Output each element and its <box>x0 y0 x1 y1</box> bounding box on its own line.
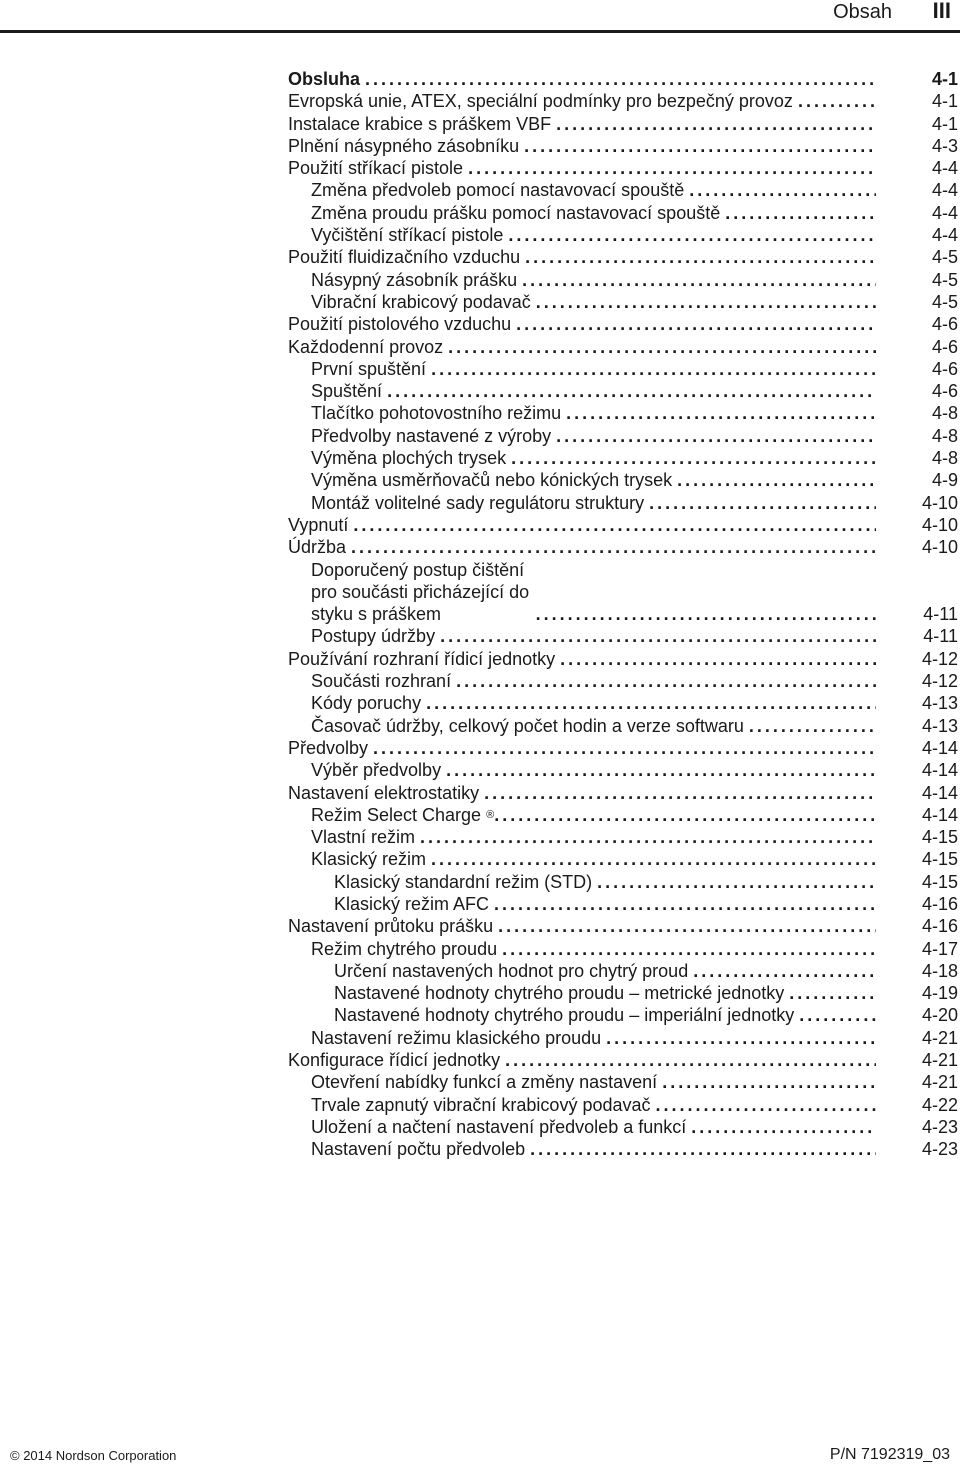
toc-entry-title: Vibrační krabicový podavač <box>311 291 531 312</box>
toc-entry-page: 4-9 <box>931 470 958 491</box>
dot-leader <box>525 246 876 268</box>
toc-entry-title: Vyčištění stříkací pistole <box>311 225 504 246</box>
dot-leader <box>689 179 876 201</box>
dot-leader <box>516 313 876 335</box>
toc-entry[interactable] <box>288 1138 958 1160</box>
toc-entry-page: 4-8 <box>931 425 958 446</box>
toc-entry-title: První spuštění <box>311 358 427 379</box>
page-footer <box>0 1446 960 1465</box>
page-header <box>0 0 960 30</box>
header-rule <box>0 30 960 33</box>
toc-entry-page: 4-6 <box>931 336 958 357</box>
dot-leader <box>511 447 876 469</box>
toc-entry-title: Nastavení elektrostatiky <box>288 782 480 803</box>
toc-entry-page: 4-14 <box>921 804 958 825</box>
toc-entry-title: Použití pistolového vzduchu <box>288 314 512 335</box>
toc-entry-title: Postupy údržby <box>311 626 436 647</box>
dot-leader <box>677 469 876 491</box>
toc-entry-title: Instalace krabice s práškem VBF <box>288 113 552 134</box>
dot-leader <box>431 848 876 870</box>
toc-entry-title: Nastavení počtu předvoleb <box>311 1139 526 1160</box>
toc-entry-page: 4-21 <box>921 1050 958 1071</box>
toc-entry-title: Násypný zásobník prášku <box>311 269 518 290</box>
toc-entry[interactable] <box>288 848 958 870</box>
toc-entry[interactable] <box>288 380 958 402</box>
dot-leader <box>556 113 876 135</box>
toc-entry[interactable] <box>288 826 958 848</box>
toc-entry-page: 4-12 <box>921 648 958 669</box>
toc-entry[interactable] <box>288 1094 958 1116</box>
toc-entry[interactable] <box>288 179 958 201</box>
toc-entry-page: 4-12 <box>921 671 958 692</box>
toc-entry-title: Výběr předvolby <box>311 760 442 781</box>
dot-leader <box>566 402 876 424</box>
dot-leader <box>351 536 876 558</box>
toc-entry[interactable] <box>288 425 958 447</box>
toc-entry-page: 4-15 <box>921 827 958 848</box>
dot-leader <box>498 915 876 937</box>
toc-entry-page: 4-1 <box>931 113 958 134</box>
dot-leader <box>502 938 876 960</box>
toc-entry-page: 4-22 <box>921 1094 958 1115</box>
toc-entry-title: Kódy poruchy <box>311 693 422 714</box>
toc-entry-page: 4-15 <box>921 871 958 892</box>
toc-entry-title: Předvolby nastavené z výroby <box>311 425 552 446</box>
toc-entry[interactable] <box>288 269 958 291</box>
dot-leader <box>691 1116 876 1138</box>
toc-entry[interactable] <box>288 536 958 558</box>
registered-mark: ® <box>486 808 495 821</box>
dot-leader <box>353 514 876 536</box>
toc-entry-title: Každodenní provoz <box>288 336 444 357</box>
toc-entry[interactable] <box>288 469 958 491</box>
toc-entry-title: Nastavené hodnoty chytrého proudu – metrické jednotky <box>334 983 785 1004</box>
toc-entry-title: Použití stříkací pistole <box>288 158 464 179</box>
toc-entry[interactable] <box>288 157 958 179</box>
dot-leader <box>649 492 876 514</box>
toc-entry-page: 4-5 <box>931 269 958 290</box>
toc-entry-title: Evropská unie, ATEX, speciální podmínky pro bezpečný provoz <box>288 91 793 112</box>
toc-entry-page: 4-14 <box>921 737 958 758</box>
copyright-notice: © 2014 Nordson Corporation <box>10 1448 177 1463</box>
dot-leader <box>536 291 876 313</box>
toc-entry-title: Režim Select Charge <box>311 804 482 825</box>
toc-entry-page: 4-14 <box>921 760 958 781</box>
dot-leader <box>656 1094 877 1116</box>
toc-entry[interactable] <box>288 68 958 90</box>
dot-leader <box>725 202 876 224</box>
dot-leader <box>494 893 876 915</box>
toc-entry[interactable] <box>288 291 958 313</box>
toc-entry-page: 4-1 <box>931 91 958 112</box>
toc-entry-page: 4-6 <box>931 381 958 402</box>
toc-entry-page: 4-5 <box>931 247 958 268</box>
toc-entry[interactable] <box>288 960 958 982</box>
dot-leader <box>373 737 876 759</box>
toc-entry[interactable] <box>288 492 958 514</box>
dot-leader <box>431 358 876 380</box>
toc-entry[interactable] <box>288 90 958 112</box>
toc-entry-page: 4-4 <box>931 180 958 201</box>
toc-entry-title: Údržba <box>288 537 347 558</box>
toc-entry-title: Vypnutí <box>288 514 349 535</box>
toc-entry[interactable] <box>288 514 958 536</box>
toc-entry[interactable] <box>288 715 958 737</box>
toc-entry-title: Montáž volitelné sady regulátoru struktury <box>311 492 645 513</box>
dot-leader <box>798 90 876 112</box>
toc-entry-title: Změna předvoleb pomocí nastavovací spouště <box>311 180 685 201</box>
dot-leader <box>606 1027 876 1049</box>
toc-entry-title: Obsluha <box>288 69 361 89</box>
toc-entry-title: Používání rozhraní řídicí jednotky <box>288 648 556 669</box>
toc-entry-title: Klasický režim AFC <box>334 893 490 914</box>
dot-leader <box>524 135 876 157</box>
toc-entry[interactable] <box>288 871 958 893</box>
dot-leader <box>662 1071 876 1093</box>
toc-entry-page: 4-4 <box>931 158 958 179</box>
toc-entry[interactable] <box>288 1004 958 1026</box>
table-of-contents <box>288 68 958 1161</box>
toc-entry-page: 4-13 <box>921 715 958 736</box>
dot-leader <box>494 804 876 826</box>
toc-entry-page: 4-16 <box>921 916 958 937</box>
toc-entry-page: 4-21 <box>921 1072 958 1093</box>
page-number-roman: III <box>932 0 951 23</box>
toc-entry[interactable] <box>288 113 958 135</box>
toc-entry-title: Otevření nabídky funkcí a změny nastavení <box>311 1072 658 1093</box>
toc-entry-title: Součásti rozhraní <box>311 671 452 692</box>
toc-entry-page: 4-15 <box>921 849 958 870</box>
toc-entry[interactable] <box>288 938 958 960</box>
dot-leader <box>440 625 876 647</box>
toc-entry[interactable] <box>288 782 958 804</box>
dot-leader <box>426 692 876 714</box>
toc-entry-title: Uložení a načtení nastavení předvoleb a funkcí <box>311 1116 687 1137</box>
toc-entry-title: Vlastní režim <box>311 827 416 848</box>
dot-leader <box>468 157 876 179</box>
toc-entry-page: 4-17 <box>921 938 958 959</box>
toc-entry-page: 4-23 <box>921 1139 958 1160</box>
dot-leader <box>446 759 876 781</box>
toc-entry-title: Změna proudu prášku pomocí nastavovací spouště <box>311 202 721 223</box>
toc-entry-page: 4-20 <box>921 1005 958 1026</box>
toc-entry-page: 4-6 <box>931 314 958 335</box>
toc-entry[interactable] <box>288 358 958 380</box>
toc-entry-page: 4-18 <box>921 960 958 981</box>
toc-entry-page: 4-4 <box>931 202 958 223</box>
toc-entry[interactable] <box>288 759 958 781</box>
toc-entry[interactable] <box>288 313 958 335</box>
toc-entry[interactable] <box>288 804 958 826</box>
toc-entry-title: Výměna usměrňovačů nebo kónických trysek <box>311 470 673 491</box>
dot-leader <box>484 782 876 804</box>
dot-leader <box>505 1049 876 1071</box>
toc-entry-page: 4-19 <box>921 983 958 1004</box>
toc-entry-title: Nastavení režimu klasického proudu <box>311 1027 602 1048</box>
toc-entry[interactable] <box>288 447 958 469</box>
dot-leader <box>456 670 876 692</box>
toc-entry-title: Konfigurace řídicí jednotky <box>288 1050 501 1071</box>
toc-entry-title: Použití fluidizačního vzduchu <box>288 247 521 268</box>
toc-entry[interactable] <box>288 224 958 246</box>
toc-entry-page: 4-10 <box>921 514 958 535</box>
toc-entry-title: Spuštění <box>311 381 383 402</box>
dot-leader <box>522 269 876 291</box>
toc-entry-title: Trvale zapnutý vibrační krabicový podavač <box>311 1094 651 1115</box>
toc-entry[interactable] <box>288 246 958 268</box>
toc-entry-page: 4-8 <box>931 448 958 469</box>
dot-leader <box>420 826 876 848</box>
dot-leader <box>789 982 876 1004</box>
toc-entry[interactable] <box>288 692 958 714</box>
toc-entry-title: Klasický režim <box>311 849 427 870</box>
dot-leader <box>560 648 876 670</box>
toc-entry[interactable] <box>288 202 958 224</box>
toc-entry-page: 4-3 <box>931 135 958 156</box>
toc-entry-page: 4-8 <box>931 403 958 424</box>
toc-entry[interactable] <box>288 135 958 157</box>
dot-leader <box>749 715 876 737</box>
toc-entry[interactable] <box>288 915 958 937</box>
toc-entry-page: 4-10 <box>921 492 958 513</box>
dot-leader <box>508 224 876 246</box>
toc-entry-title: Klasický standardní režim (STD) <box>334 871 593 892</box>
part-number: P/N 7192319_03 <box>829 1446 950 1463</box>
toc-entry-page: 4-14 <box>921 782 958 803</box>
toc-entry-title: Určení nastavených hodnot pro chytrý proud <box>334 960 689 981</box>
toc-entry[interactable] <box>288 1071 958 1093</box>
section-title: Obsah <box>833 1 892 23</box>
toc-entry-title: Předvolby <box>288 737 369 758</box>
toc-entry-page: 4-16 <box>921 893 958 914</box>
dot-leader <box>799 1004 876 1026</box>
toc-entry-title: Výměna plochých trysek <box>311 448 507 469</box>
toc-entry[interactable] <box>288 648 958 670</box>
toc-entry-page: 4-21 <box>921 1027 958 1048</box>
dot-leader <box>365 68 876 90</box>
toc-entry-page: 4-1 <box>931 69 958 89</box>
toc-entry[interactable] <box>288 737 958 759</box>
dot-leader <box>536 603 876 625</box>
toc-entry[interactable] <box>288 670 958 692</box>
dot-leader <box>530 1138 876 1160</box>
dot-leader <box>448 336 876 358</box>
toc-entry[interactable] <box>288 893 958 915</box>
toc-entry[interactable] <box>288 336 958 358</box>
toc-entry-title: Plnění násypného zásobníku <box>288 135 520 156</box>
toc-entry[interactable] <box>288 625 958 647</box>
toc-entry[interactable] <box>288 982 958 1004</box>
toc-entry[interactable] <box>288 1027 958 1049</box>
toc-entry-title: Nastavení průtoku prášku <box>288 916 494 937</box>
toc-entry-title: Doporučený postup čištění pro součásti přicházející do styku s práškem <box>311 559 530 625</box>
toc-entry-page: 4-23 <box>921 1116 958 1137</box>
toc-entry-page: 4-13 <box>921 693 958 714</box>
toc-entry-page: 4-5 <box>931 291 958 312</box>
dot-leader <box>556 425 876 447</box>
dot-leader <box>597 871 876 893</box>
toc-entry[interactable] <box>288 559 958 626</box>
toc-entry[interactable] <box>288 402 958 424</box>
dot-leader <box>387 380 876 402</box>
toc-entry-title: Tlačítko pohotovostního režimu <box>311 403 562 424</box>
toc-entry-page: 4-6 <box>931 358 958 379</box>
toc-entry[interactable] <box>288 1116 958 1138</box>
toc-entry-page: 4-10 <box>921 537 958 558</box>
toc-entry-title: Nastavené hodnoty chytrého proudu – imperiální jednotky <box>334 1005 795 1026</box>
toc-entry[interactable] <box>288 1049 958 1071</box>
toc-entry-page: 4-11 <box>923 626 958 647</box>
dot-leader <box>693 960 876 982</box>
toc-entry-page: 4-4 <box>931 225 958 246</box>
toc-entry-title: Režim chytrého proudu <box>311 938 498 959</box>
toc-entry-page: 4-11 <box>923 604 958 625</box>
toc-entry-title: Časovač údržby, celkový počet hodin a verze softwaru <box>311 715 744 736</box>
